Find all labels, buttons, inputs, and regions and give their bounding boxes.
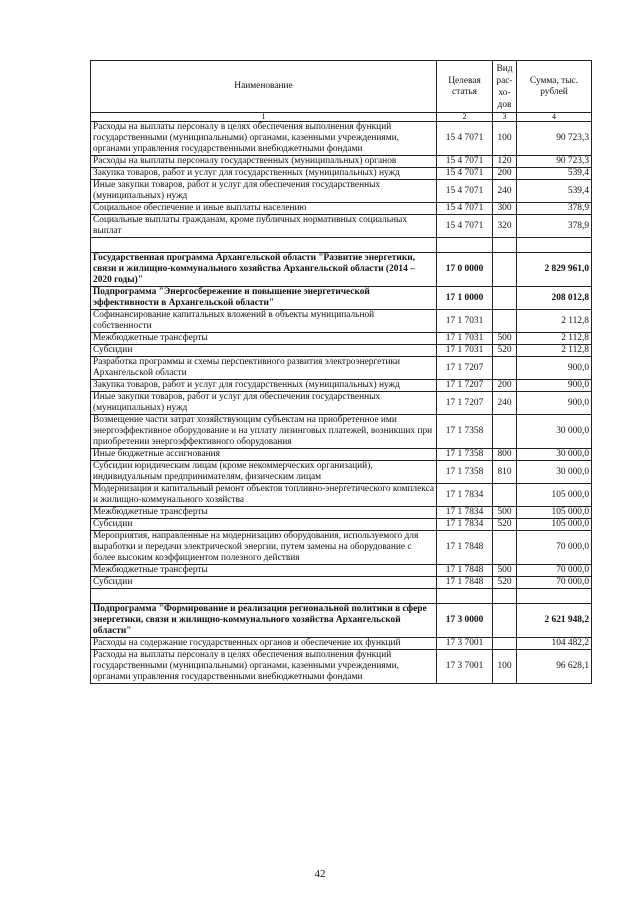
vid-cell: 120 — [493, 156, 517, 168]
table-row — [91, 531, 592, 565]
code-cell: 17 1 7207 — [437, 380, 493, 392]
sum-cell: 2 829 961,0 — [517, 253, 592, 287]
sum-cell: 2 621 948,2 — [517, 604, 592, 638]
code-cell: 17 3 7001 — [437, 650, 493, 684]
code-cell: 17 1 7358 — [437, 449, 493, 461]
vid-cell — [493, 253, 517, 287]
name-cell: Межбюджетные трансферты — [91, 333, 437, 345]
vid-cell — [493, 604, 517, 638]
program-row — [91, 253, 592, 287]
table-row — [91, 310, 592, 333]
budget-table — [90, 60, 592, 684]
code-cell: 17 1 7358 — [437, 415, 493, 449]
empty-cell — [437, 238, 493, 253]
column-number: 2 — [437, 113, 493, 122]
table-row — [91, 122, 592, 156]
vid-cell — [493, 484, 517, 507]
vid-cell: 520 — [493, 577, 517, 589]
name-cell: Модернизация и капитальный ремонт объектов топливно-энергетического комплекса и жилищно-коммунального хозяйства — [91, 484, 437, 507]
name-cell: Субсидии — [91, 577, 437, 589]
header-vid-line: дов — [497, 99, 512, 110]
code-cell: 15 4 7071 — [437, 168, 493, 180]
name-cell: Социальные выплаты гражданам, кроме публичных нормативных социальных выплат — [91, 215, 437, 238]
name-cell: Межбюджетные трансферты — [91, 565, 437, 577]
vid-cell — [493, 638, 517, 650]
empty-cell — [517, 589, 592, 604]
name-cell: Государственная программа Архангельской области "Развитие энергетики, связи и жилищно-коммунального хозяйства Архангельской области (2014 – 2020 годы)" — [91, 253, 437, 287]
sum-cell: 104 482,2 — [517, 638, 592, 650]
table-row — [91, 461, 592, 484]
column-number: 3 — [493, 113, 517, 122]
column-number: 4 — [517, 113, 592, 122]
code-cell: 17 1 7834 — [437, 507, 493, 519]
code-cell: 17 1 0000 — [437, 287, 493, 310]
table-row — [91, 168, 592, 180]
code-cell: 15 4 7071 — [437, 180, 493, 203]
name-cell: Подпрограмма "Энергосбережение и повышение энергетической эффективности в Архангельской области" — [91, 287, 437, 310]
sum-cell: 70 000,0 — [517, 531, 592, 565]
sum-cell: 539,4 — [517, 180, 592, 203]
vid-cell: 320 — [493, 215, 517, 238]
code-cell: 17 1 7834 — [437, 519, 493, 531]
name-cell: Расходы на выплаты персоналу в целях обеспечения выполнения функций государственными (муниципальными) органами, казенными учреждениями, органами управления государственными внебюджетными фондами — [91, 122, 437, 156]
name-cell: Расходы на выплаты персоналу государственных (муниципальных) органов — [91, 156, 437, 168]
name-cell: Мероприятия, направленные на модернизацию оборудования, используемого для выработки и передачи электрической энергии, путем замены на оборудование с более высоким коэффициентом полезного действия — [91, 531, 437, 565]
code-cell: 17 1 7848 — [437, 531, 493, 565]
empty-cell — [91, 589, 437, 604]
sum-cell: 378,9 — [517, 203, 592, 215]
name-cell: Расходы на содержание государственных органов и обеспечение их функций — [91, 638, 437, 650]
spacer-row — [91, 589, 592, 604]
table-row — [91, 650, 592, 684]
vid-cell — [493, 415, 517, 449]
sum-cell: 2 112,8 — [517, 310, 592, 333]
sum-cell: 900,0 — [517, 392, 592, 415]
sum-cell: 105 000,0 — [517, 484, 592, 507]
code-cell: 17 1 7358 — [437, 461, 493, 484]
table-row — [91, 333, 592, 345]
table-row — [91, 203, 592, 215]
header-vid-line: хо- — [498, 87, 511, 98]
code-cell: 17 1 7031 — [437, 333, 493, 345]
name-cell: Социальное обеспечение и иные выплаты населению — [91, 203, 437, 215]
name-cell: Закупка товаров, работ и услуг для государственных (муниципальных) нужд — [91, 168, 437, 180]
empty-cell — [493, 589, 517, 604]
header-sum: Сумма, тыс. рублей — [517, 61, 592, 113]
header-name: Наименование — [91, 61, 437, 113]
vid-cell: 300 — [493, 203, 517, 215]
sum-cell: 90 723,3 — [517, 122, 592, 156]
sum-cell: 90 723,3 — [517, 156, 592, 168]
vid-cell: 240 — [493, 180, 517, 203]
sum-cell: 208 012,8 — [517, 287, 592, 310]
table-row — [91, 449, 592, 461]
name-cell: Разработка программы и схемы перспективного развития электроэнергетики Архангельской области — [91, 357, 437, 380]
code-cell: 17 1 7848 — [437, 565, 493, 577]
vid-cell: 520 — [493, 519, 517, 531]
code-cell: 17 1 7207 — [437, 357, 493, 380]
sum-cell: 378,9 — [517, 215, 592, 238]
header-vid-line: Вид — [496, 63, 513, 74]
code-cell: 17 1 7031 — [437, 310, 493, 333]
table-row — [91, 638, 592, 650]
table-row — [91, 519, 592, 531]
vid-cell: 520 — [493, 345, 517, 357]
table-row — [91, 415, 592, 449]
vid-cell: 500 — [493, 507, 517, 519]
sum-cell: 70 000,0 — [517, 565, 592, 577]
table-row — [91, 577, 592, 589]
table-header-row — [91, 61, 592, 113]
vid-cell — [493, 310, 517, 333]
spacer-row — [91, 238, 592, 253]
vid-cell: 200 — [493, 168, 517, 180]
vid-cell — [493, 531, 517, 565]
code-cell: 15 4 7071 — [437, 122, 493, 156]
vid-cell: 100 — [493, 122, 517, 156]
table-row — [91, 357, 592, 380]
name-cell: Межбюджетные трансферты — [91, 507, 437, 519]
name-cell: Расходы на выплаты персоналу в целях обеспечения выполнения функций государственными (муниципальными) органами, казенными учреждениями, органами управления государственными внебюджетными фондами — [91, 650, 437, 684]
table-row — [91, 180, 592, 203]
table-row — [91, 484, 592, 507]
sum-cell: 30 000,0 — [517, 449, 592, 461]
code-cell: 17 0 0000 — [437, 253, 493, 287]
vid-cell: 500 — [493, 333, 517, 345]
vid-cell: 800 — [493, 449, 517, 461]
sum-cell: 70 000,0 — [517, 577, 592, 589]
vid-cell: 240 — [493, 392, 517, 415]
sum-cell: 539,4 — [517, 168, 592, 180]
empty-cell — [91, 238, 437, 253]
header-vid-line: рас- — [496, 75, 513, 86]
program-row — [91, 604, 592, 638]
sum-cell: 105 000,0 — [517, 507, 592, 519]
name-cell: Иные закупки товаров, работ и услуг для обеспечения государственных (муниципальных) нужд — [91, 392, 437, 415]
sum-cell: 30 000,0 — [517, 415, 592, 449]
code-cell: 15 4 7071 — [437, 203, 493, 215]
vid-cell: 500 — [493, 565, 517, 577]
table-row — [91, 565, 592, 577]
vid-cell: 200 — [493, 380, 517, 392]
code-cell: 17 1 7848 — [437, 577, 493, 589]
name-cell: Софинансирование капитальных вложений в объекты муниципальной собственности — [91, 310, 437, 333]
sum-cell: 105 000,0 — [517, 519, 592, 531]
table-row — [91, 392, 592, 415]
table-body — [91, 122, 592, 684]
name-cell: Иные бюджетные ассигнования — [91, 449, 437, 461]
column-number-row — [91, 113, 592, 122]
name-cell: Субсидии — [91, 345, 437, 357]
code-cell: 17 3 0000 — [437, 604, 493, 638]
column-number: 1 — [91, 113, 437, 122]
code-cell: 17 1 7207 — [437, 392, 493, 415]
sum-cell: 96 628,1 — [517, 650, 592, 684]
name-cell: Иные закупки товаров, работ и услуг для обеспечения государственных (муниципальных) нужд — [91, 180, 437, 203]
vid-cell — [493, 357, 517, 380]
empty-cell — [517, 238, 592, 253]
table-row — [91, 156, 592, 168]
name-cell: Подпрограмма "Формирование и реализация региональной политики в сфере энергетики, связи и жилищно-коммунального хозяйства Архангельской области" — [91, 604, 437, 638]
header-code: Целевая статья — [437, 61, 493, 113]
page-number: 42 — [314, 868, 326, 880]
empty-cell — [437, 589, 493, 604]
sum-cell: 900,0 — [517, 380, 592, 392]
sum-cell: 30 000,0 — [517, 461, 592, 484]
vid-cell: 100 — [493, 650, 517, 684]
table-row — [91, 345, 592, 357]
name-cell: Субсидии юридическим лицам (кроме некоммерческих организаций), индивидуальным предпринимателям, физическим лицам — [91, 461, 437, 484]
name-cell: Возмещение части затрат хозяйствующим субъектам на приобретенное ими энергоэффективное оборудование и на уплату лизинговых платежей, возникших при приобретении энергоэффективного оборудования — [91, 415, 437, 449]
name-cell: Закупка товаров, работ и услуг для государственных (муниципальных) нужд — [91, 380, 437, 392]
vid-cell — [493, 287, 517, 310]
sum-cell: 2 112,8 — [517, 333, 592, 345]
sum-cell: 2 112,8 — [517, 345, 592, 357]
sum-cell: 900,0 — [517, 357, 592, 380]
program-row — [91, 287, 592, 310]
vid-cell: 810 — [493, 461, 517, 484]
table-row — [91, 215, 592, 238]
code-cell: 17 3 7001 — [437, 638, 493, 650]
table-row — [91, 507, 592, 519]
code-cell: 15 4 7071 — [437, 156, 493, 168]
code-cell: 17 1 7031 — [437, 345, 493, 357]
header-vid — [493, 61, 517, 113]
empty-cell — [493, 238, 517, 253]
code-cell: 15 4 7071 — [437, 215, 493, 238]
table-row — [91, 380, 592, 392]
name-cell: Субсидии — [91, 519, 437, 531]
code-cell: 17 1 7834 — [437, 484, 493, 507]
